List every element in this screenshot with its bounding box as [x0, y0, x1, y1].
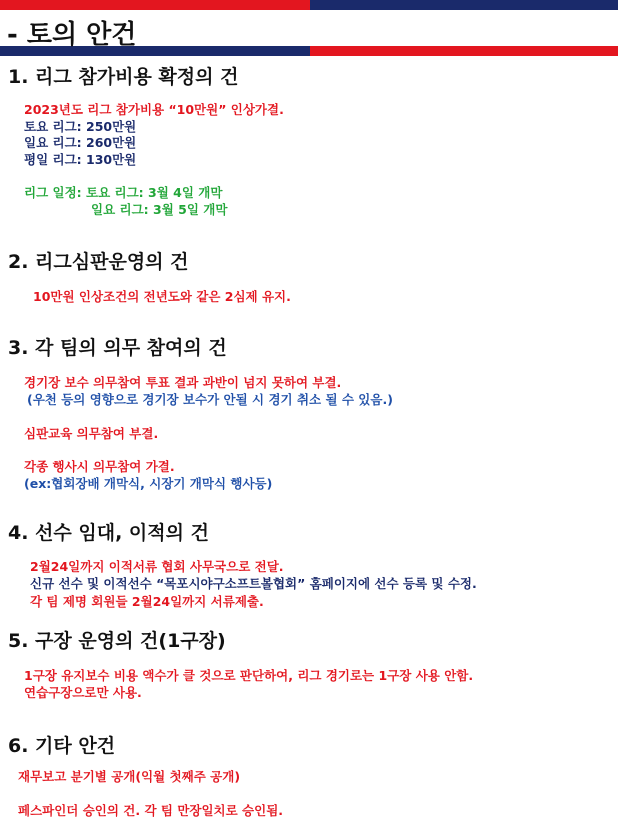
top-bar-red — [0, 0, 310, 10]
title-underline-red — [310, 46, 618, 56]
section-6-line-2: 페스파인더 승인의 건. 각 팀 만장일치로 승인됨. — [18, 803, 284, 818]
section-5-line-2: 연습구장으로만 사용. — [24, 685, 142, 700]
section-3-heading: 3. 각 팀의 의무 참여의 건 — [8, 337, 227, 359]
section-3-line-3: 심판교육 의무참여 부결. — [24, 426, 159, 441]
top-bar-navy — [310, 0, 618, 10]
section-4-line-1: 2월24일까지 이적서류 협회 사무국으로 전달. — [30, 559, 284, 574]
section-3-line-2: (우천 등의 영향으로 경기장 보수가 안될 시 경기 취소 될 수 있음.) — [27, 392, 393, 407]
section-3-line-5: (ex:협회장배 개막식, 시장기 개막식 행사등) — [24, 476, 273, 491]
section-6-heading: 6. 기타 안건 — [8, 735, 116, 757]
page-title: - 토의 안건 — [7, 20, 137, 50]
section-1-line-1: 2023년도 리그 참가비용 “10만원” 인상가결. — [24, 102, 284, 117]
section-3-line-1: 경기장 보수 의무참여 투표 결과 과반이 넘지 못하여 부결. — [24, 375, 342, 390]
section-4-line-2: 신규 선수 및 이적선수 “목포시야구소프트볼협회” 홈페이지에 선수 등록 및 수정. — [30, 576, 477, 591]
section-1-line-2: 토요 리그: 250만원 — [24, 119, 137, 134]
section-1-line-5: 리그 일정: 토요 리그: 3월 4일 개막 — [24, 185, 223, 200]
section-2-heading: 2. 리그심판운영의 건 — [8, 251, 189, 273]
section-1-line-6: 일요 리그: 3월 5일 개막 — [91, 202, 228, 217]
section-2-line-1: 10만원 인상조건의 전년도와 같은 2심제 유지. — [33, 289, 291, 304]
section-4-heading: 4. 선수 임대, 이적의 건 — [8, 522, 209, 544]
section-3-line-4: 각종 행사시 의무참여 가결. — [24, 459, 175, 474]
section-4-line-3: 각 팀 제명 회원들 2월24일까지 서류제출. — [30, 594, 264, 609]
section-5-line-1: 1구장 유지보수 비용 액수가 클 것으로 판단하여, 리그 경기로는 1구장 사용 안함. — [24, 668, 474, 683]
section-1-line-3: 일요 리그: 260만원 — [24, 135, 137, 150]
section-1-heading: 1. 리그 참가비용 확정의 건 — [8, 66, 239, 88]
section-1-line-4: 평일 리그: 130만원 — [24, 152, 137, 167]
section-5-heading: 5. 구장 운영의 건(1구장) — [8, 630, 226, 652]
section-6-line-1: 재무보고 분기별 공개(익월 첫째주 공개) — [18, 769, 241, 784]
